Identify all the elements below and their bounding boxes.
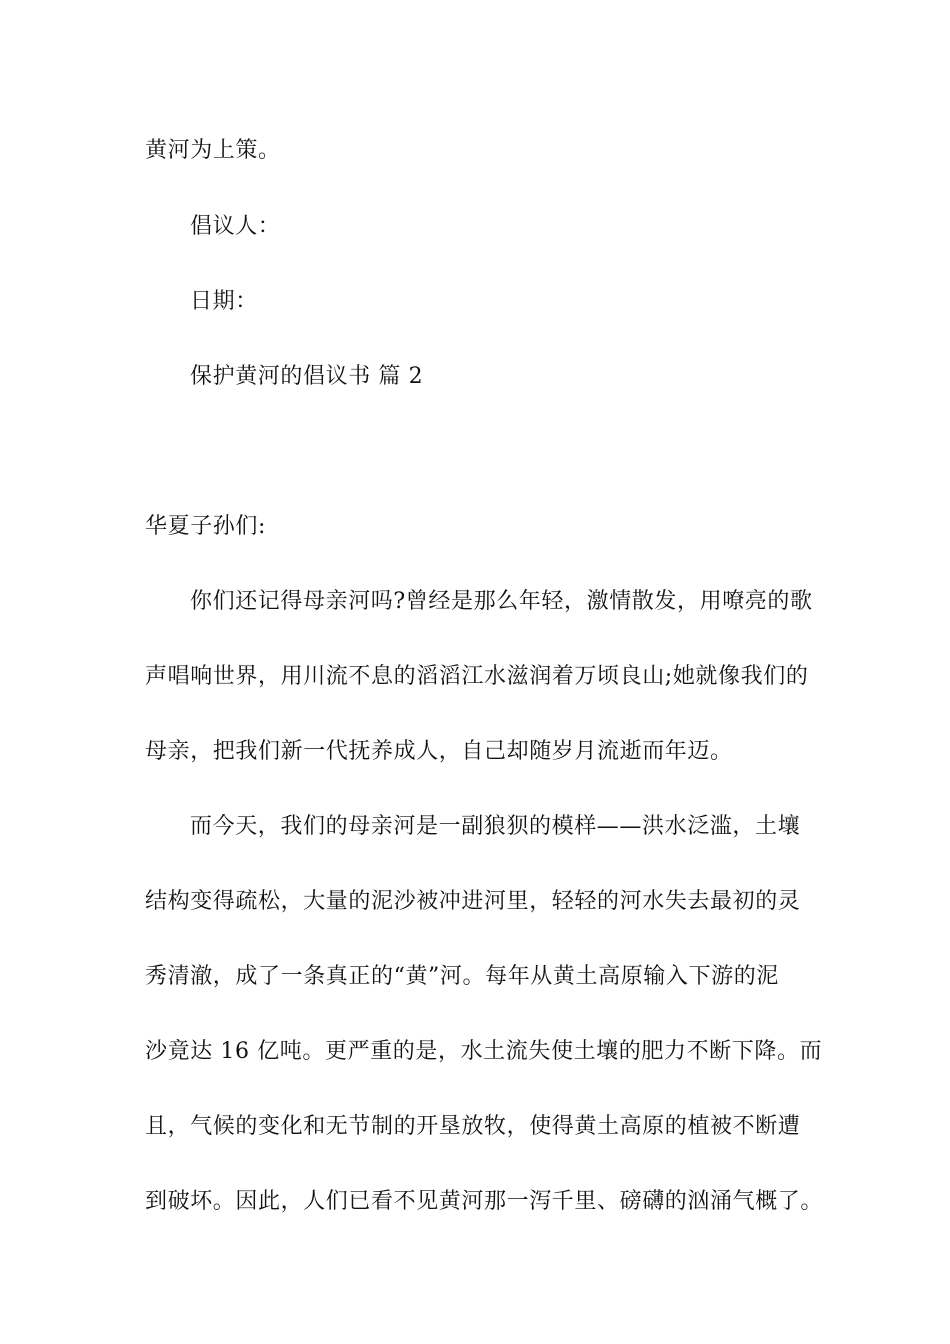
paragraph-2-line-1: 而今天，我们的母亲河是一副狼狈的模样——洪水泛滥，土壤 [190, 814, 801, 839]
paragraph-2-line-6: 到破坏。因此，人们已看不见黄河那一泻千里、磅礴的汹涌气概了。 [145, 1189, 824, 1214]
section-title: 保护黄河的倡议书 篇 2 [190, 364, 424, 389]
paragraph-2-line-3: 秀清澈，成了一条真正的“黄”河。每年从黄土高原输入下游的泥 [145, 964, 779, 989]
paragraph-1-line-3: 母亲，把我们新一代抚养成人，自己却随岁月流逝而年迈。 [145, 739, 733, 764]
paragraph-2-line-4: 沙竟达 16 亿吨。更严重的是，水土流失使土壤的肥力不断下降。而 [145, 1039, 823, 1064]
paragraph-1-line-2: 声唱响世界，用川流不息的滔滔江水滋润着万顷良山;她就像我们的 [145, 664, 809, 689]
paragraph-2-line-5: 且，气候的变化和无节制的开垦放牧，使得黄土高原的植被不断遭 [145, 1114, 801, 1139]
proposer-label: 倡议人： [190, 214, 281, 239]
paragraph-2-line-2: 结构变得疏松，大量的泥沙被冲进河里，轻轻的河水失去最初的灵 [145, 889, 801, 914]
date-label: 日期： [190, 289, 258, 314]
paragraph-1-line-1: 你们还记得母亲河吗?曾经是那么年轻，激情散发，用嘹亮的歌 [190, 589, 813, 614]
salutation: 华夏子孙们: [145, 514, 267, 539]
text-line-closing: 黄河为上策。 [145, 138, 281, 163]
